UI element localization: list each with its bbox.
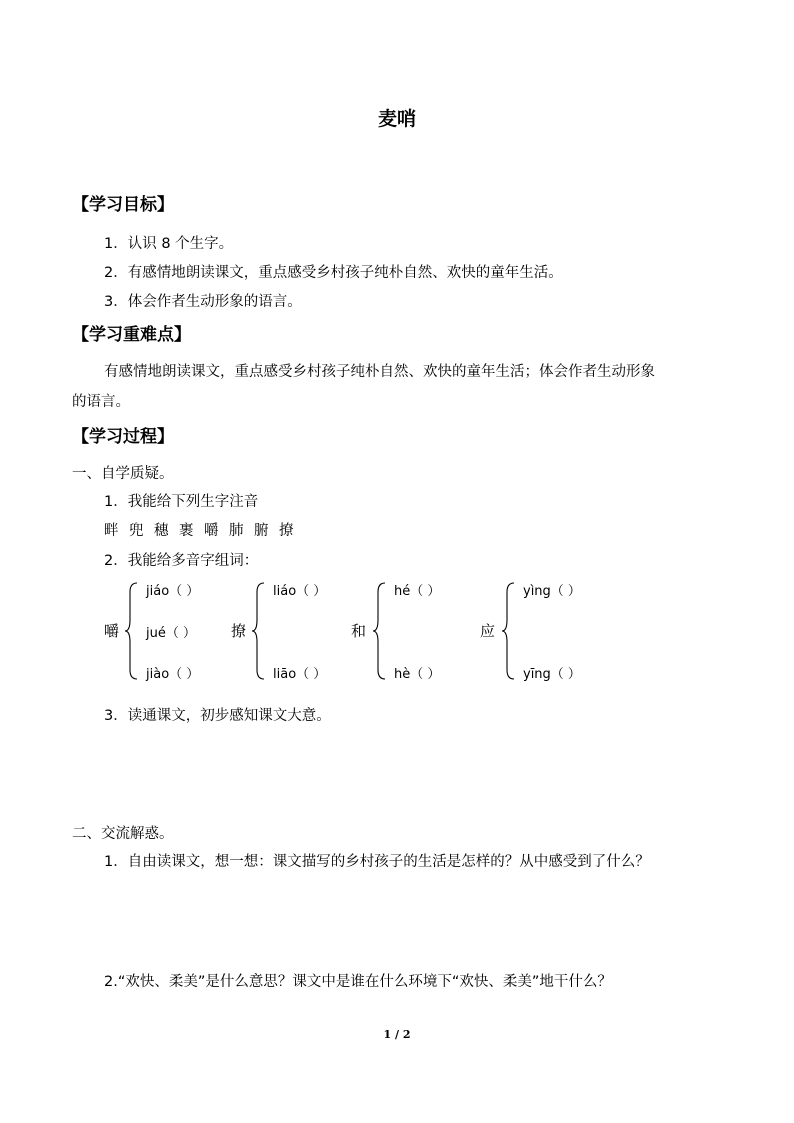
poly-reading: jué（ ） bbox=[146, 626, 196, 641]
brace-icon bbox=[372, 582, 386, 680]
goal-item: 3．体会作者生动形象的语言。 bbox=[104, 294, 302, 310]
poly-reading: yīng（ ） bbox=[523, 667, 581, 682]
difficulty-text: 有感情地朗读课文，重点感受乡村孩子纯朴自然、欢快的童年生活；体会作者生动形象 bbox=[104, 364, 655, 380]
difficulty-heading: 【学习重难点】 bbox=[72, 325, 191, 345]
poly-char: 和 bbox=[351, 622, 367, 640]
process-heading: 【学习过程】 bbox=[72, 427, 174, 447]
brace-icon bbox=[501, 582, 515, 680]
part1-title: 一、自学质疑。 bbox=[72, 466, 174, 482]
char-item: 裹 bbox=[179, 523, 194, 539]
part1-q1: 1．我能给下列生字注音 bbox=[104, 494, 259, 510]
char-item: 肺 bbox=[229, 523, 244, 539]
part2-q1: 1．自由读课文，想一想：课文描写的乡村孩子的生活是怎样的？从中感受到了什么？ bbox=[104, 854, 650, 870]
goal-item: 1．认识 8 个生字。 bbox=[104, 236, 234, 252]
char-item: 腑 bbox=[254, 523, 269, 539]
poly-reading: hè（ ） bbox=[394, 667, 441, 682]
difficulty-text-cont: 的语言。 bbox=[72, 394, 130, 410]
poly-reading: liáo（ ） bbox=[273, 584, 327, 599]
page-title: 麦哨 bbox=[377, 108, 416, 130]
page-number: 1 / 2 bbox=[383, 1028, 411, 1041]
part1-q3: 3．读通课文，初步感知课文大意。 bbox=[104, 708, 331, 724]
part2-title: 二、交流解惑。 bbox=[72, 826, 174, 842]
char-item: 畔 bbox=[104, 523, 119, 539]
poly-reading: yìng（ ） bbox=[523, 584, 581, 599]
char-item: 嚼 bbox=[204, 523, 219, 539]
poly-reading: liāo（ ） bbox=[273, 667, 327, 682]
poly-char: 撩 bbox=[231, 622, 247, 640]
brace-icon bbox=[124, 582, 138, 680]
brace-icon bbox=[251, 582, 265, 680]
poly-reading: jiáo（ ） bbox=[146, 584, 200, 599]
char-item: 兜 bbox=[129, 523, 144, 539]
poly-reading: hé（ ） bbox=[394, 584, 441, 599]
char-list bbox=[104, 519, 304, 540]
part2-q2: 2.“欢快、柔美”是什么意思？课文中是谁在什么环境下“欢快、柔美”地干什么？ bbox=[104, 974, 612, 990]
char-item: 穗 bbox=[154, 523, 169, 539]
goals-heading: 【学习目标】 bbox=[72, 195, 174, 215]
goal-item: 2．有感情地朗读课文，重点感受乡村孩子纯朴自然、欢快的童年生活。 bbox=[104, 265, 563, 281]
poly-char: 嚼 bbox=[104, 622, 120, 640]
poly-reading: jiào（ ） bbox=[146, 667, 200, 682]
poly-char: 应 bbox=[480, 622, 496, 640]
part1-q2: 2．我能给多音字组词： bbox=[104, 553, 259, 569]
char-item: 撩 bbox=[279, 523, 294, 539]
